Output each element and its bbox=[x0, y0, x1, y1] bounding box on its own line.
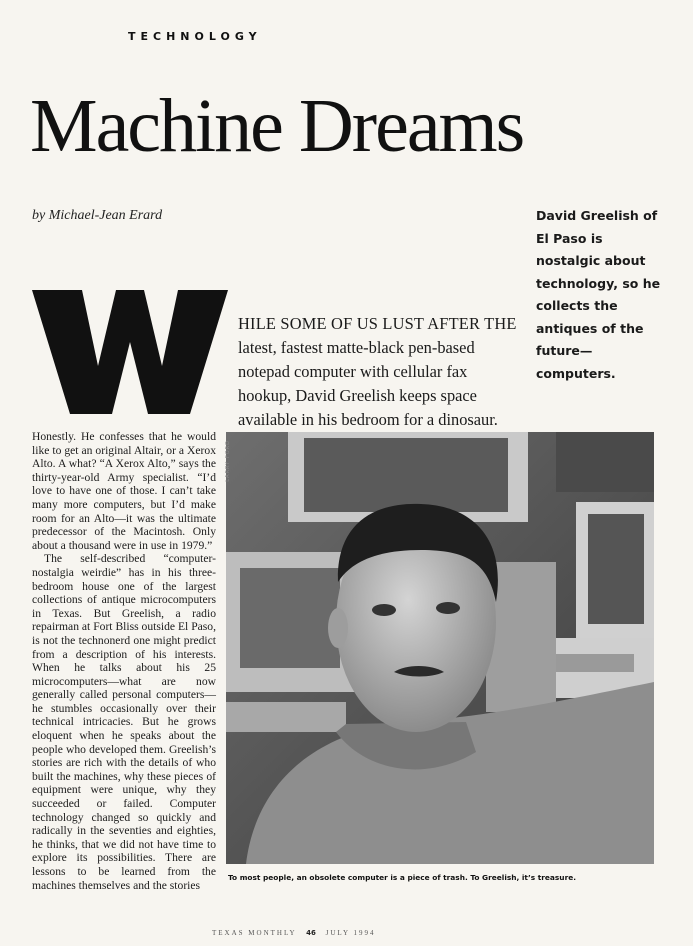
headline: Machine Dreams bbox=[30, 84, 524, 168]
page-footer bbox=[212, 929, 376, 937]
body-paragraph: The self-described “computer-nostalgia weirdie” has in his three-bedroom house one of the largest collections of antique microcomputers in Texas. But Greelish, a radio repairman at Fort Bliss outside El Paso, is not the technonerd one might predict from a description of his interests. When he talks about his 25 microcomputers—what are now generally called personal computers—he stumbles occasionally over their technical intricacies. But he grows eloquent when he speaks about the people who developed them. Greelish’s stories are rich with the details of who built the machines, why these pieces of equipment were unique, why they succeeded or failed. Computer technology changed so quickly and radically in the seventies and eighties, he thinks, that we did not have time to explore its possibilities. There are lessons to be learned from the machines themselves and the stories bbox=[32, 552, 216, 892]
body-column bbox=[32, 430, 216, 892]
footer-page-number: 46 bbox=[306, 929, 316, 937]
photo-caption: To most people, an obsolete computer is a piece of trash. To Greelish, it’s treasure. bbox=[228, 873, 577, 882]
lead-paragraph bbox=[238, 312, 517, 432]
body-paragraph: Honestly. He confesses that he would like to get an original Altair, or a Xerox Alto. A what? “A Xerox Alto,” says the thirty-year-old Army specialist. “I’d love to have one of those. I can’t take many more computers, but I’d make room for an Alto—it was the ultimate predecessor of the Macintosh. Only about a thousand were in use in 1979.” bbox=[32, 430, 216, 552]
drop-cap-w-graphic bbox=[32, 290, 228, 414]
lead-line: available in his bedroom for a dinosaur. bbox=[238, 410, 498, 429]
footer-date: JULY 1994 bbox=[325, 929, 376, 937]
lead-line: latest, fastest matte-black pen-based bbox=[238, 338, 475, 357]
section-label: TECHNOLOGY bbox=[128, 30, 262, 43]
byline: by Michael-Jean Erard bbox=[32, 208, 163, 223]
footer-magazine: TEXAS MONTHLY bbox=[212, 929, 297, 937]
lead-line: notepad computer with cellular fax bbox=[238, 362, 468, 381]
lead-line: HILE SOME OF US LUST AFTER THE bbox=[238, 314, 517, 333]
deck-pullquote: David Greelish of El Paso is nostalgic about technology, so he collects the antiques of the future—computers. bbox=[536, 208, 661, 381]
article-photo bbox=[226, 432, 654, 864]
photo-illustration bbox=[226, 432, 654, 864]
lead-line: hookup, David Greelish keeps space bbox=[238, 386, 477, 405]
drop-cap bbox=[32, 290, 228, 414]
photo-credit: LARRY FORD bbox=[225, 440, 231, 482]
